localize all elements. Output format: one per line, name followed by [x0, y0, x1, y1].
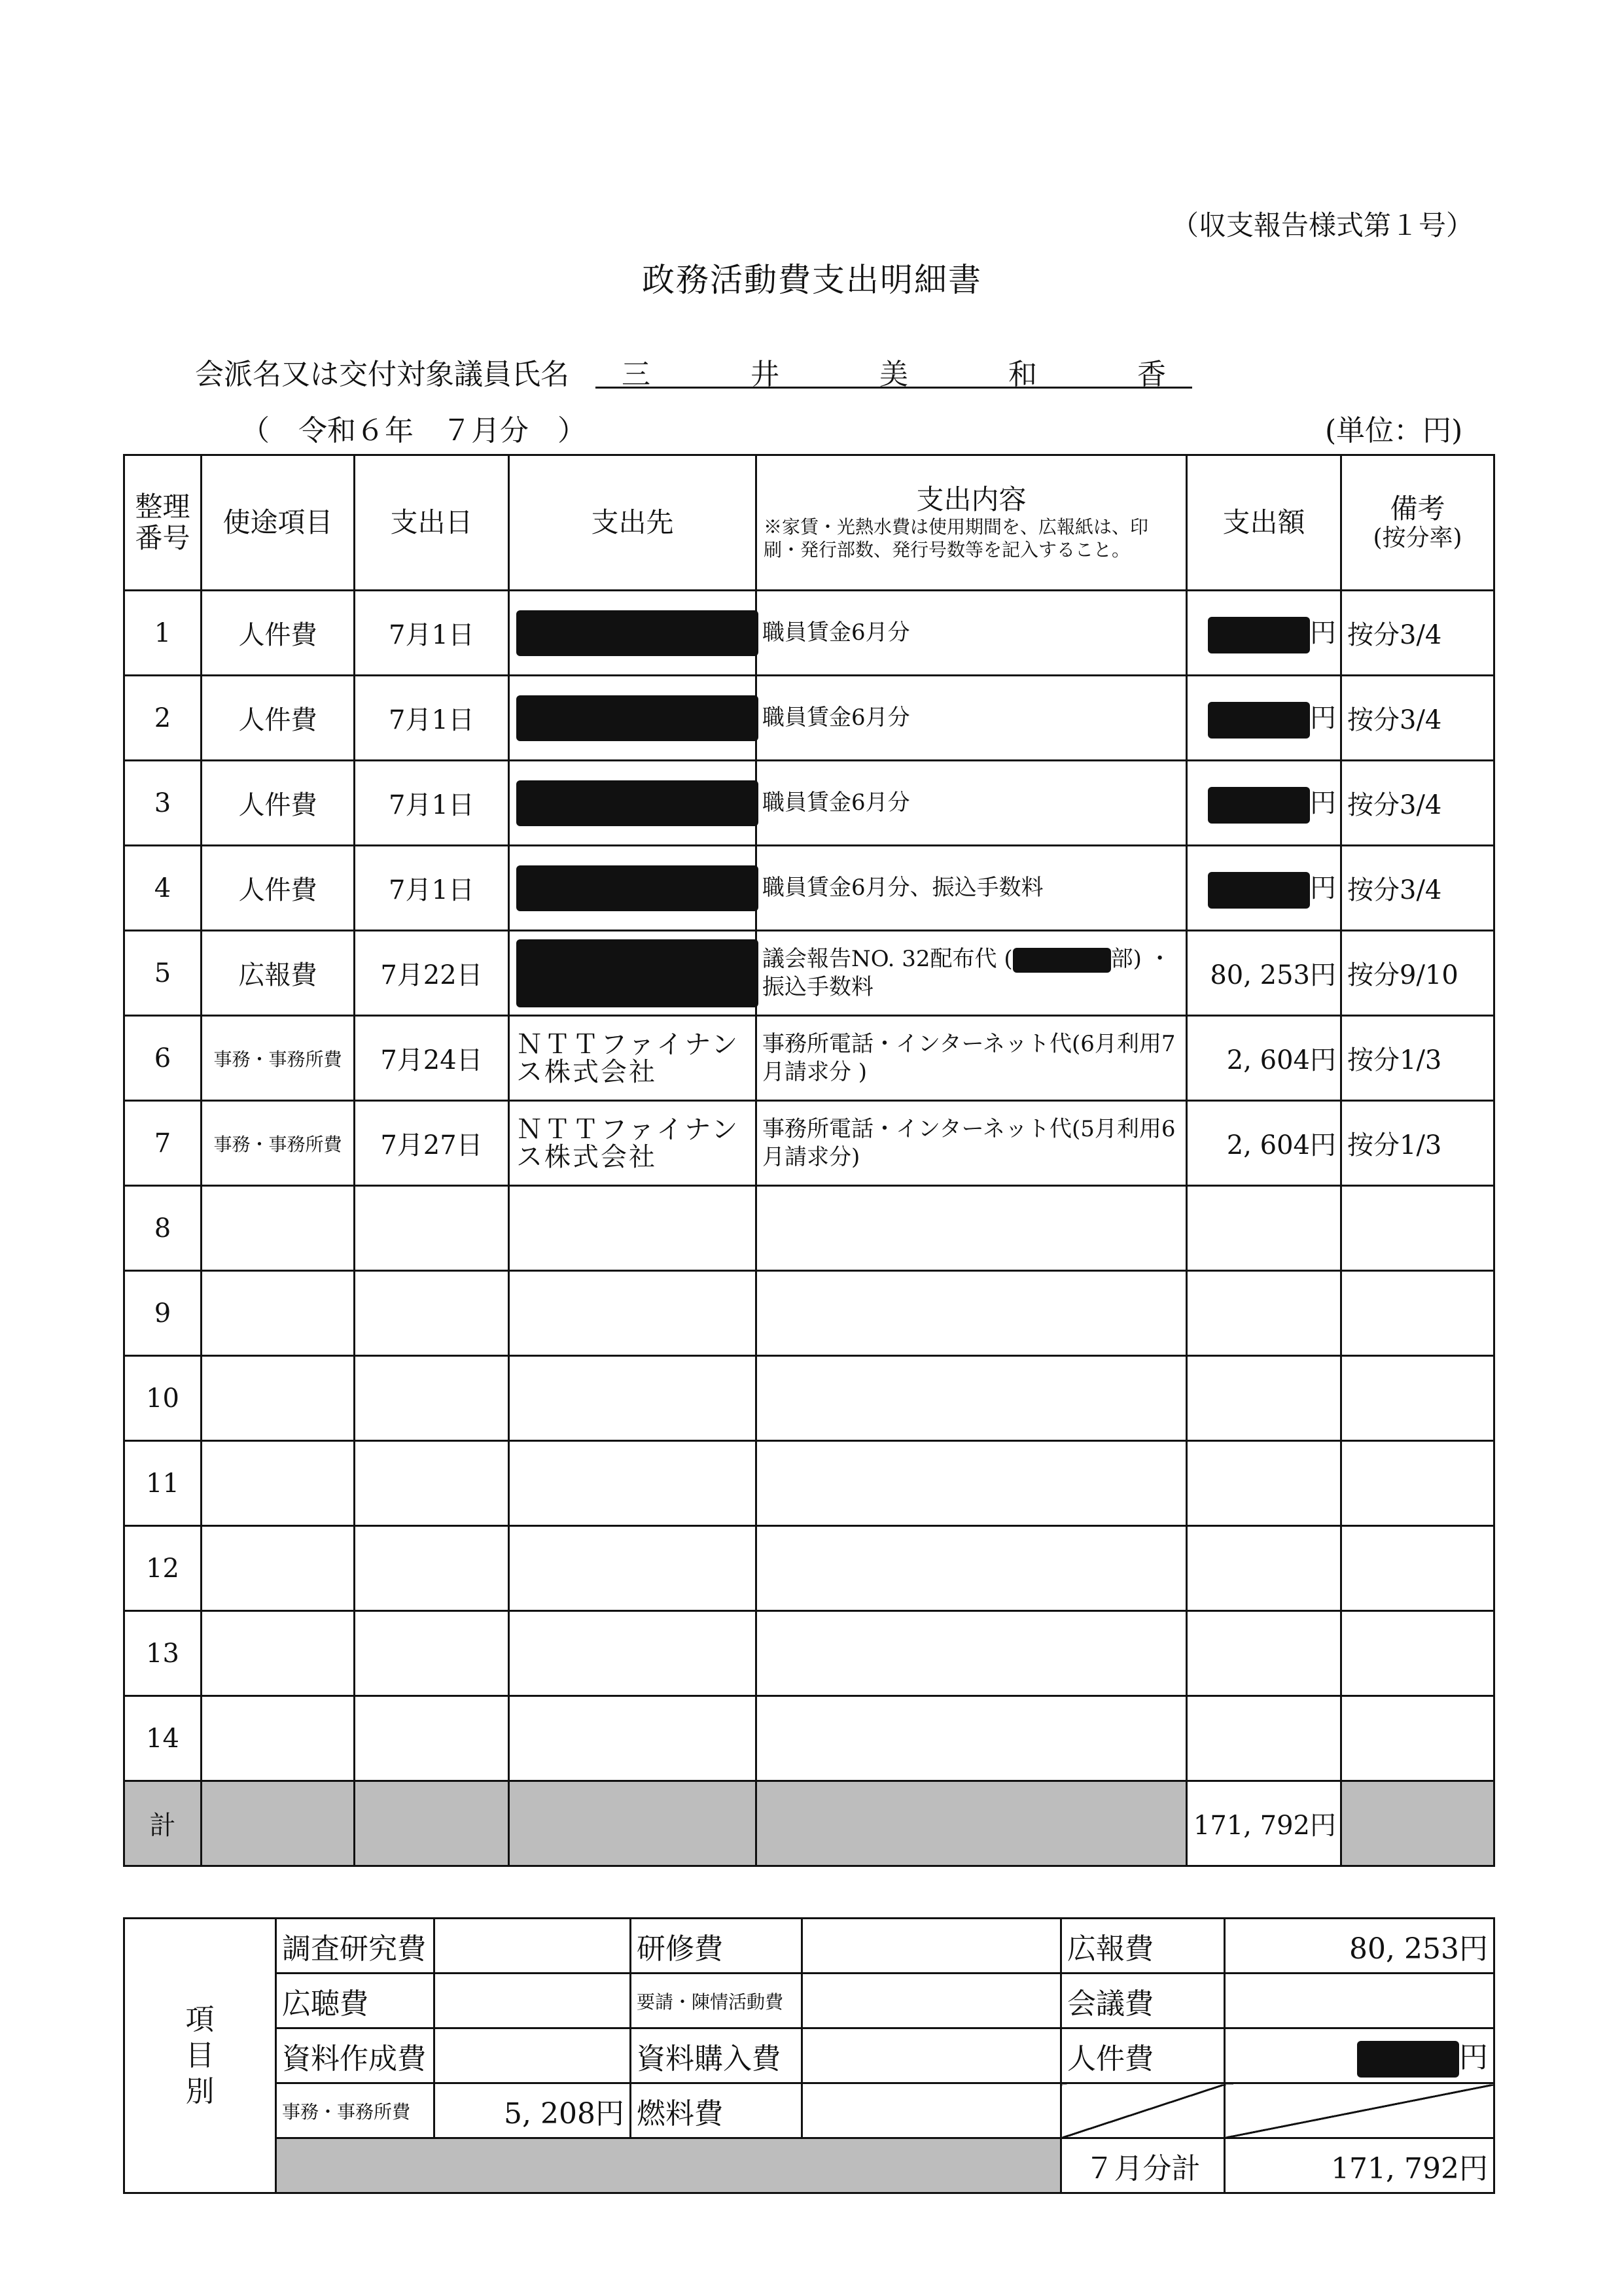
row-amount	[1187, 761, 1341, 846]
member-name-char: 井	[750, 358, 779, 391]
row-amount	[1187, 591, 1341, 676]
summary-personnel-label: 人件費	[1061, 2028, 1225, 2083]
summary-petition-label: 要請・陳情活動費	[631, 1974, 802, 2028]
row-payee	[509, 591, 756, 676]
row-no: 7	[124, 1101, 202, 1186]
row-note: 按分1/3	[1341, 1101, 1494, 1186]
row-payee	[509, 761, 756, 846]
row-note: 按分3/4	[1341, 846, 1494, 931]
table-row	[124, 931, 1494, 1016]
member-label: 会派名又は交付対象議員氏名	[195, 358, 569, 391]
summary-meeting-label: 会議費	[1061, 1974, 1225, 2028]
header-desc-title: 支出内容	[916, 483, 1027, 515]
expense-table	[123, 454, 1495, 1867]
member-name	[595, 351, 1192, 389]
table-row	[124, 1186, 1494, 1271]
row-category: 人件費	[202, 846, 355, 931]
row-note: 按分9/10	[1341, 931, 1494, 1016]
row-note: 按分3/4	[1341, 761, 1494, 846]
summary-hearing-label: 広聴費	[276, 1974, 434, 2028]
row-no: 14	[124, 1696, 202, 1781]
summary-pr-label: 広報費	[1061, 1919, 1225, 1974]
month-total-label: ７月分計	[1061, 2138, 1225, 2193]
table-row	[124, 1441, 1494, 1526]
period: （ 令和６年 ７月分 ）	[241, 414, 586, 447]
row-amount	[1187, 676, 1341, 761]
header-note-title: 備考	[1390, 493, 1445, 525]
total-row	[124, 1781, 1494, 1866]
member-name-char: 三	[622, 358, 650, 391]
category-summary-table	[123, 1917, 1495, 2194]
row-no: 1	[124, 591, 202, 676]
form-number: （収支報告様式第１号）	[1171, 209, 1474, 241]
total-label: 計	[124, 1781, 202, 1866]
row-category: 人件費	[202, 676, 355, 761]
row-amount: 2, 604円	[1187, 1016, 1341, 1101]
row-desc: 事務所電話・インターネット代(5月利用6月請求分)	[756, 1101, 1187, 1186]
unit-label: (単位：円)	[1325, 414, 1463, 447]
redaction-block	[516, 865, 758, 911]
summary-materials-making-label: 資料作成費	[276, 2028, 434, 2083]
member-name-char: 美	[879, 358, 908, 391]
table-row	[124, 1526, 1494, 1611]
row-payee: ＮＴＴファイナンス株式会社	[509, 1016, 756, 1101]
header-desc	[756, 455, 1187, 591]
amount-unit: 円	[1310, 788, 1336, 818]
summary-row	[124, 1919, 1494, 1974]
row-note: 按分3/4	[1341, 676, 1494, 761]
table-row	[124, 591, 1494, 676]
row-no: 4	[124, 846, 202, 931]
redaction-block	[1208, 872, 1310, 909]
row-amount: 2, 604円	[1187, 1101, 1341, 1186]
row-desc: 事務所電話・インターネット代(6月利用7月請求分 )	[756, 1016, 1187, 1101]
row-no: 6	[124, 1016, 202, 1101]
row-no: 3	[124, 761, 202, 846]
member-name-char: 香	[1137, 358, 1166, 391]
summary-materials-purchase-label: 資料購入費	[631, 2028, 802, 2083]
row-payee	[509, 931, 756, 1016]
summary-pr-amount: 80, 253円	[1225, 1919, 1494, 1974]
member-name-char: 和	[1008, 358, 1037, 391]
table-row	[124, 1696, 1494, 1781]
table-row	[124, 846, 1494, 931]
redaction-block	[1208, 617, 1310, 653]
redaction-block	[1013, 948, 1111, 973]
summary-research-label: 調査研究費	[276, 1919, 434, 1974]
amount-unit: 円	[1310, 618, 1336, 648]
row-category: 事務・事務所費	[202, 1016, 355, 1101]
diagonal-cell	[1225, 2083, 1494, 2138]
row-desc	[756, 931, 1187, 1016]
summary-fuel-label: 燃料費	[631, 2083, 802, 2138]
month-total-amount: 171, 792円	[1225, 2138, 1494, 2193]
row-no: 9	[124, 1271, 202, 1356]
redaction-block	[516, 939, 758, 1007]
table-row	[124, 1356, 1494, 1441]
redaction-block	[516, 610, 758, 656]
row-category: 人件費	[202, 761, 355, 846]
summary-row	[124, 1974, 1494, 2028]
row-desc: 職員賃金6月分	[756, 591, 1187, 676]
row-no: 2	[124, 676, 202, 761]
header-no: 整理番号	[124, 455, 202, 591]
row-desc: 職員賃金6月分	[756, 676, 1187, 761]
row-category: 事務・事務所費	[202, 1101, 355, 1186]
table-row	[124, 1101, 1494, 1186]
row-category: 人件費	[202, 591, 355, 676]
row-date: 7月1日	[355, 761, 509, 846]
document-title: 政務活動費支出明細書	[642, 261, 982, 299]
header-date: 支出日	[355, 455, 509, 591]
row-payee	[509, 676, 756, 761]
redaction-block	[516, 695, 758, 741]
row-payee	[509, 846, 756, 931]
summary-office-label: 事務・事務所費	[276, 2083, 434, 2138]
redaction-block	[1208, 787, 1310, 824]
summary-personnel-amount: 円	[1225, 2028, 1494, 2083]
redaction-block	[1357, 2041, 1459, 2078]
row-no: 11	[124, 1441, 202, 1526]
row-desc: 職員賃金6月分	[756, 761, 1187, 846]
row-note: 按分3/4	[1341, 591, 1494, 676]
row-no: 12	[124, 1526, 202, 1611]
summary-row	[124, 2083, 1494, 2138]
amount-unit: 円	[1310, 703, 1336, 733]
summary-office-amount: 5, 208円	[434, 2083, 631, 2138]
redaction-block	[516, 780, 758, 826]
table-row	[124, 1611, 1494, 1696]
header-payee: 支出先	[509, 455, 756, 591]
row-no: 5	[124, 931, 202, 1016]
row-no: 13	[124, 1611, 202, 1696]
row-date: 7月1日	[355, 676, 509, 761]
row-date: 7月1日	[355, 591, 509, 676]
row-amount	[1187, 846, 1341, 931]
summary-row	[124, 2028, 1494, 2083]
row-no: 10	[124, 1356, 202, 1441]
total-amount: 171, 792円	[1187, 1781, 1341, 1866]
row-date: 7月22日	[355, 931, 509, 1016]
row-payee: ＮＴＴファイナンス株式会社	[509, 1101, 756, 1186]
header-note	[1341, 455, 1494, 591]
header-row	[124, 455, 1494, 591]
row-date: 7月24日	[355, 1016, 509, 1101]
table-row	[124, 761, 1494, 846]
row-note: 按分1/3	[1341, 1016, 1494, 1101]
header-category: 使途項目	[202, 455, 355, 591]
table-row	[124, 1271, 1494, 1356]
row-date: 7月27日	[355, 1101, 509, 1186]
amount-unit: 円	[1310, 873, 1336, 903]
header-desc-note: ※家賃・光熱水費は使用期間を、広報紙は、印刷・発行部数、発行号数等を記入すること。	[764, 516, 1149, 561]
row-date: 7月1日	[355, 846, 509, 931]
desc-part: 振込手数料	[762, 973, 874, 1000]
row-category: 広報費	[202, 931, 355, 1016]
summary-training-label: 研修費	[631, 1919, 802, 1974]
row-no: 8	[124, 1186, 202, 1271]
table-row	[124, 676, 1494, 761]
summary-side-label: 項 目 別	[124, 1919, 276, 2193]
summary-row	[124, 2138, 1494, 2193]
header-amount: 支出額	[1187, 455, 1341, 591]
row-desc: 職員賃金6月分、振込手数料	[756, 846, 1187, 931]
row-amount: 80, 253円	[1187, 931, 1341, 1016]
table-row	[124, 1016, 1494, 1101]
diagonal-cell	[1061, 2083, 1225, 2138]
header-note-sub: (按分率)	[1373, 525, 1462, 552]
desc-part: 議会報告NO. 32配布代 (	[762, 946, 1013, 972]
desc-part: 部) ・	[1110, 946, 1171, 972]
redaction-block	[1208, 702, 1310, 739]
